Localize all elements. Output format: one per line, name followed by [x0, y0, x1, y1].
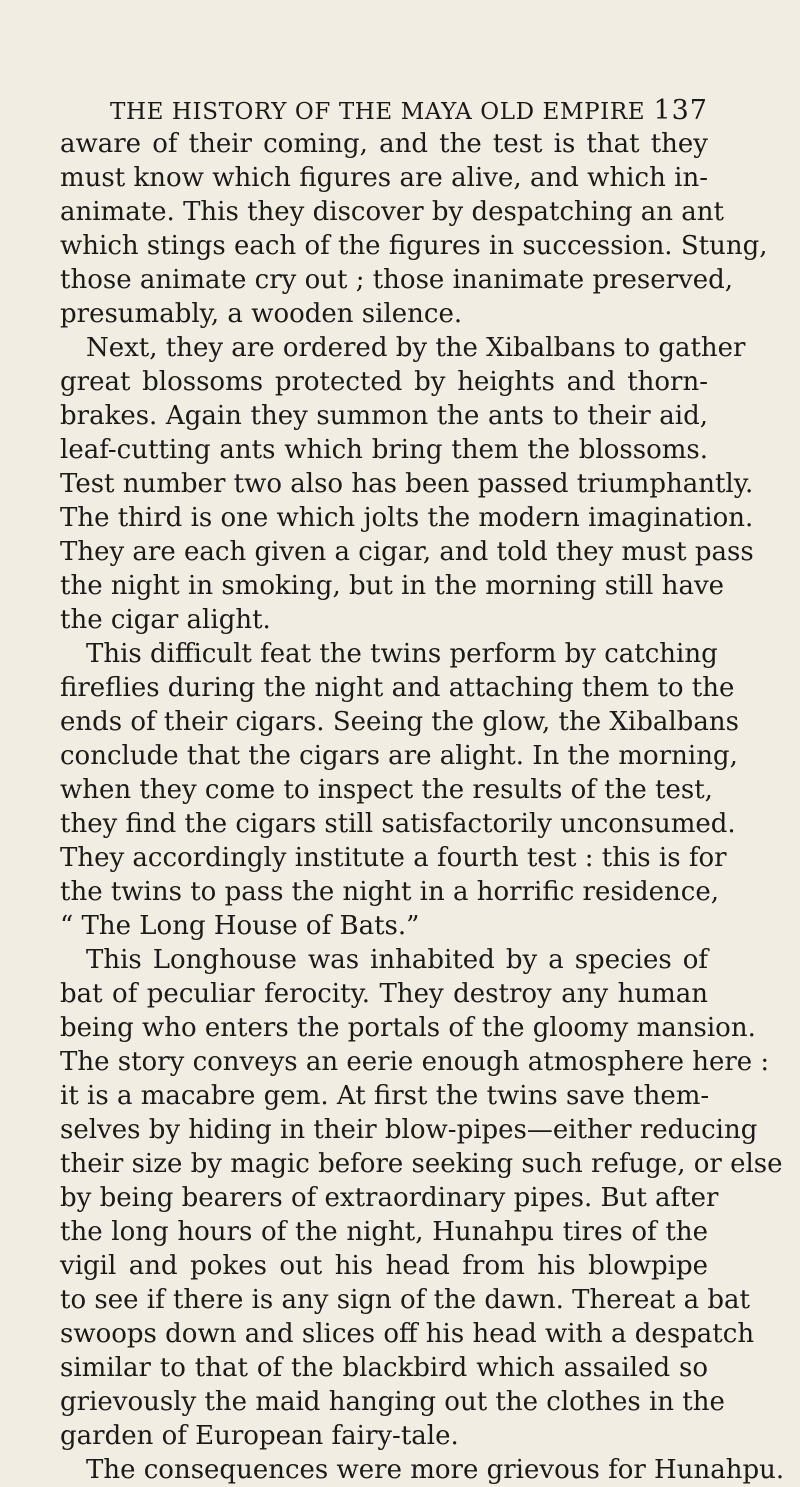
text-line: by being bearers of extraordinary pipes. But after — [60, 1183, 719, 1213]
text-line: selves by hiding in their blow-pipes—either reducing — [60, 1115, 758, 1145]
text-line: This difficult feat the twins perform by catching — [86, 639, 718, 669]
text-line: ends of their cigars. Seeing the glow, the Xibalbans — [60, 707, 739, 737]
text-line: brakes. Again they summon the ants to their aid, — [60, 401, 708, 431]
text-line: garden of European fairy-tale. — [60, 1421, 459, 1451]
text-line: which stings each of the figures in succession. Stung, — [60, 231, 768, 261]
text-line: swoops down and slices off his head with a despatch — [60, 1319, 755, 1349]
text-line: the twins to pass the night in a horrific residence, — [60, 877, 719, 907]
text-line: their size by magic before seeking such refuge, or else — [60, 1149, 783, 1179]
text-line: animate. This they discover by despatching an ant — [60, 197, 724, 227]
text-line: They accordingly institute a fourth test : this is for — [60, 843, 727, 873]
text-line: aware of their coming, and the test is that they — [60, 129, 708, 159]
text-line: must know which figures are alive, and which in- — [60, 163, 708, 193]
text-line: Test number two also has been passed triumphantly. — [60, 469, 754, 499]
text-line: it is a macabre gem. At first the twins save them- — [60, 1081, 710, 1111]
text-line: when they come to inspect the results of the test, — [60, 775, 713, 805]
text-line: great blossoms protected by heights and thorn- — [60, 367, 708, 397]
running-title: THE HISTORY OF THE MAYA OLD EMPIRE — [110, 99, 646, 125]
text-line: they find the cigars still satisfactorily unconsumed. — [60, 809, 736, 839]
text-line: leaf-cutting ants which bring them the blossoms. — [60, 435, 708, 465]
text-line: being who enters the portals of the gloomy mansion. — [60, 1013, 756, 1043]
text-line: the long hours of the night, Hunahpu tires of the — [60, 1217, 708, 1247]
page-number: 137 — [653, 95, 708, 126]
text-line: the cigar alight. — [60, 605, 271, 635]
text-line: presumably, a wooden silence. — [60, 299, 463, 329]
text-line: vigil and pokes out his head from his blowpipe — [60, 1251, 708, 1281]
text-line: “ The Long House of Bats.” — [60, 911, 420, 941]
text-line: bat of peculiar ferocity. They destroy any human — [60, 979, 708, 1009]
text-line: the night in smoking, but in the morning still have — [60, 571, 725, 601]
text-line: This Longhouse was inhabited by a species of — [86, 945, 708, 975]
text-line: The consequences were more grievous for Hunahpu. — [86, 1455, 785, 1485]
text-line: grievously the maid hanging out the clothes in the — [60, 1387, 725, 1417]
body-text — [60, 127, 785, 1487]
text-line: similar to that of the blackbird which assailed so — [60, 1353, 708, 1383]
text-line: fireflies during the night and attaching them to the — [60, 673, 735, 703]
text-line: The third is one which jolts the modern imagination. — [60, 503, 754, 533]
text-line: The story conveys an eerie enough atmosphere here : — [60, 1047, 770, 1077]
text-line: those animate cry out ; those inanimate preserved, — [60, 265, 734, 295]
text-line: They are each given a cigar, and told they must pass — [60, 537, 754, 567]
text-line: conclude that the cigars are alight. In the morning, — [60, 741, 738, 771]
running-head — [110, 95, 708, 126]
text-line: Next, they are ordered by the Xibalbans to gather — [86, 333, 746, 363]
text-line: to see if there is any sign of the dawn. Thereat a bat — [60, 1285, 750, 1315]
